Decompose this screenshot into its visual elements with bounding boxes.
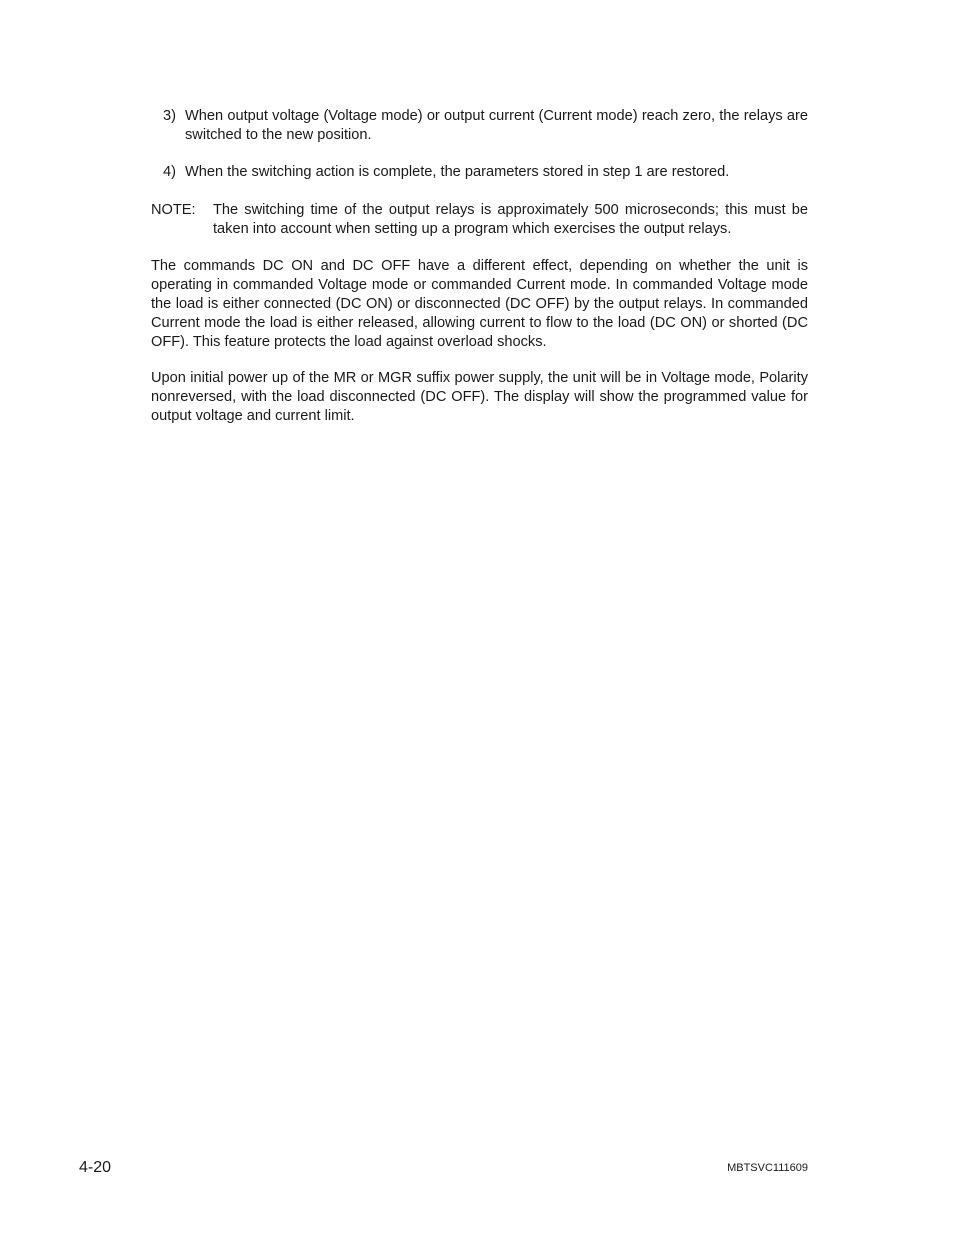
list-number: 3) — [163, 108, 176, 124]
list-text: When output voltage (Voltage mode) or output current (Current mode) reach zero, the relays are switched to the new position. — [185, 108, 808, 143]
list-text: When the switching action is complete, the parameters stored in step 1 are restored. — [185, 164, 730, 180]
note-text: The switching time of the output relays is approximately 500 microseconds; this must be taken into account when setting up a program which exercises the output relays. — [213, 202, 808, 237]
paragraph-dc-commands: The commands DC ON and DC OFF have a different effect, depending on whether the unit is operating in commanded Voltage mode or commanded Current mode. In commanded Voltage mode the load is either connected (DC ON) or disconnected (DC OFF) by the output relays. In commanded Current mode the load is either released, allowing current to flow to the load (DC ON) or shorted (DC OFF). This feature protects the load against overload shocks. — [151, 258, 808, 350]
note-label: NOTE: — [151, 202, 196, 218]
paragraph-power-up: Upon initial power up of the MR or MGR suffix power supply, the unit will be in Voltage mode, Polarity nonreversed, with the load disconnected (DC OFF). The display will show the programmed value for output voltage and current limit. — [151, 370, 808, 424]
document-code: MBTSVC111609 — [727, 1162, 808, 1174]
list-item-step-4 — [163, 163, 808, 182]
list-number: 4) — [163, 164, 176, 180]
note — [151, 201, 808, 239]
list-item-step-3 — [163, 107, 808, 145]
page-number: 4-20 — [79, 1159, 112, 1176]
